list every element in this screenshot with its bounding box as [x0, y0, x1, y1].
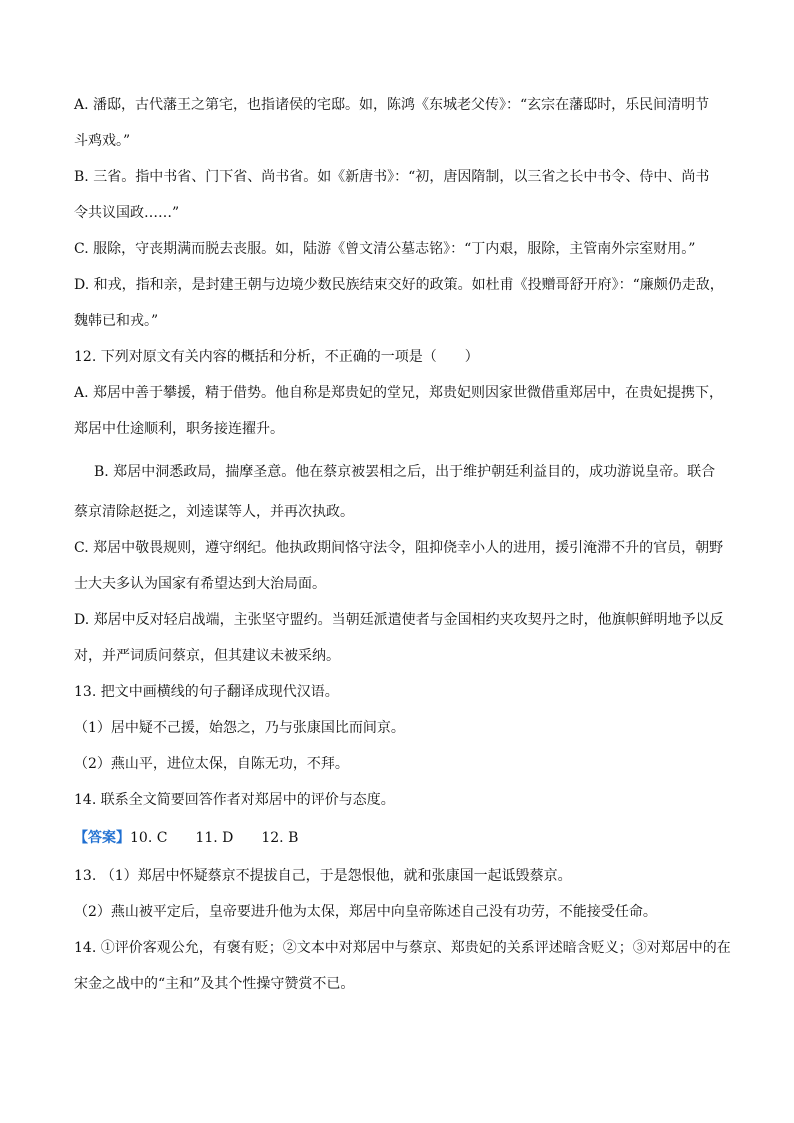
question-12-stem: 12. 下列对原文有关内容的概括和分析，不正确的一项是（ ） [74, 349, 479, 365]
option-b-line-2: 令共议国政……” [74, 205, 180, 221]
answer-tag: 【答案】 [74, 830, 130, 846]
option-d-line-1: D. 和戎，指和亲，是封建王朝与边境少数民族结束交好的政策。如杜甫《投赠哥舒开府》：“廉颇仍走敌， [74, 277, 724, 293]
option-a-line-2: 斗鸡戏。” [74, 133, 131, 149]
answer-13-2: （2）燕山被平定后，皇帝要进升他为太保，郑居中向皇帝陈述自己没有功劳，不能接受任命。 [74, 904, 657, 920]
q13-item-2: （2）燕山平，进位太保，自陈无功，不拜。 [74, 756, 349, 772]
question-14-stem: 14. 联系全文简要回答作者对郑居中的评价与态度。 [74, 792, 395, 808]
answer-13-1: 13. （1）郑居中怀疑蔡京不提拔自己，于是怨恨他，就和张康国一起诋毁蔡京。 [74, 868, 572, 884]
q12-option-c-line-2: 士大夫多认为国家有希望达到大治局面。 [74, 576, 326, 592]
q12-option-c-line-1: C. 郑居中敬畏规则，遵守纲纪。他执政期间恪守法令，阻抑侥幸小人的进用，援引淹滞不升的官员，朝野 [74, 540, 724, 556]
answer-14-line-1: 14. ①评价客观公允，有褒有贬；②文本中对郑居中与蔡京、郑贵妃的关系评述暗含贬义；③对郑居中的在 [74, 940, 731, 956]
q12-option-a-line-2: 郑居中仕途顺利，职务接连擢升。 [74, 421, 284, 437]
q12-option-b-line-2: 蔡京清除赵挺之，刘逵谋等人，并再次执政。 [74, 504, 354, 520]
answer-line [74, 829, 724, 847]
q12-option-d-line-1: D. 郑居中反对轻启战端，主张坚守盟约。当朝廷派遣使者与金国相约夹攻契丹之时，他旗帜鲜明地予以反 [74, 612, 724, 628]
q12-option-a-line-1: A. 郑居中善于攀援，精于借势。他自称是郑贵妃的堂兄，郑贵妃则因家世微借重郑居中，在贵妃提携下， [74, 385, 724, 401]
answer-14-line-2: 宋金之战中的“主和”及其个性操守赞赏不已。 [74, 976, 355, 992]
option-c-line-1: C. 服除，守丧期满而脱去丧服。如，陆游《曾文清公墓志铭》：“丁内艰，服除，主管南外宗室财用。” [74, 241, 696, 257]
question-13-stem: 13. 把文中画横线的句子翻译成现代汉语。 [74, 684, 339, 700]
q12-option-d-line-2: 对，并严词质问蔡京，但其建议未被采纳。 [74, 648, 340, 664]
answer-choices: 10. C 11. D 12. B [130, 830, 299, 846]
option-d-line-2: 魏韩已和戎。” [74, 313, 159, 329]
option-b-line-1: B. 三省。指中书省、门下省、尚书省。如《新唐书》：“初，唐因隋制，以三省之长中书令、侍中、尚书 [74, 169, 710, 185]
q12-option-b-line-1: B. 郑居中洞悉政局，揣摩圣意。他在蔡京被罢相之后，出于维护朝廷利益目的，成功游说皇帝。联合 [94, 464, 716, 480]
q13-item-1: （1）居中疑不己援，始怨之，乃与张康国比而间京。 [74, 720, 405, 736]
option-a-line-1: A. 潘邸，古代藩王之第宅，也指诸侯的宅邸。如，陈鸿《东城老父传》：“玄宗在藩邸时，乐民间清明节 [74, 97, 710, 113]
